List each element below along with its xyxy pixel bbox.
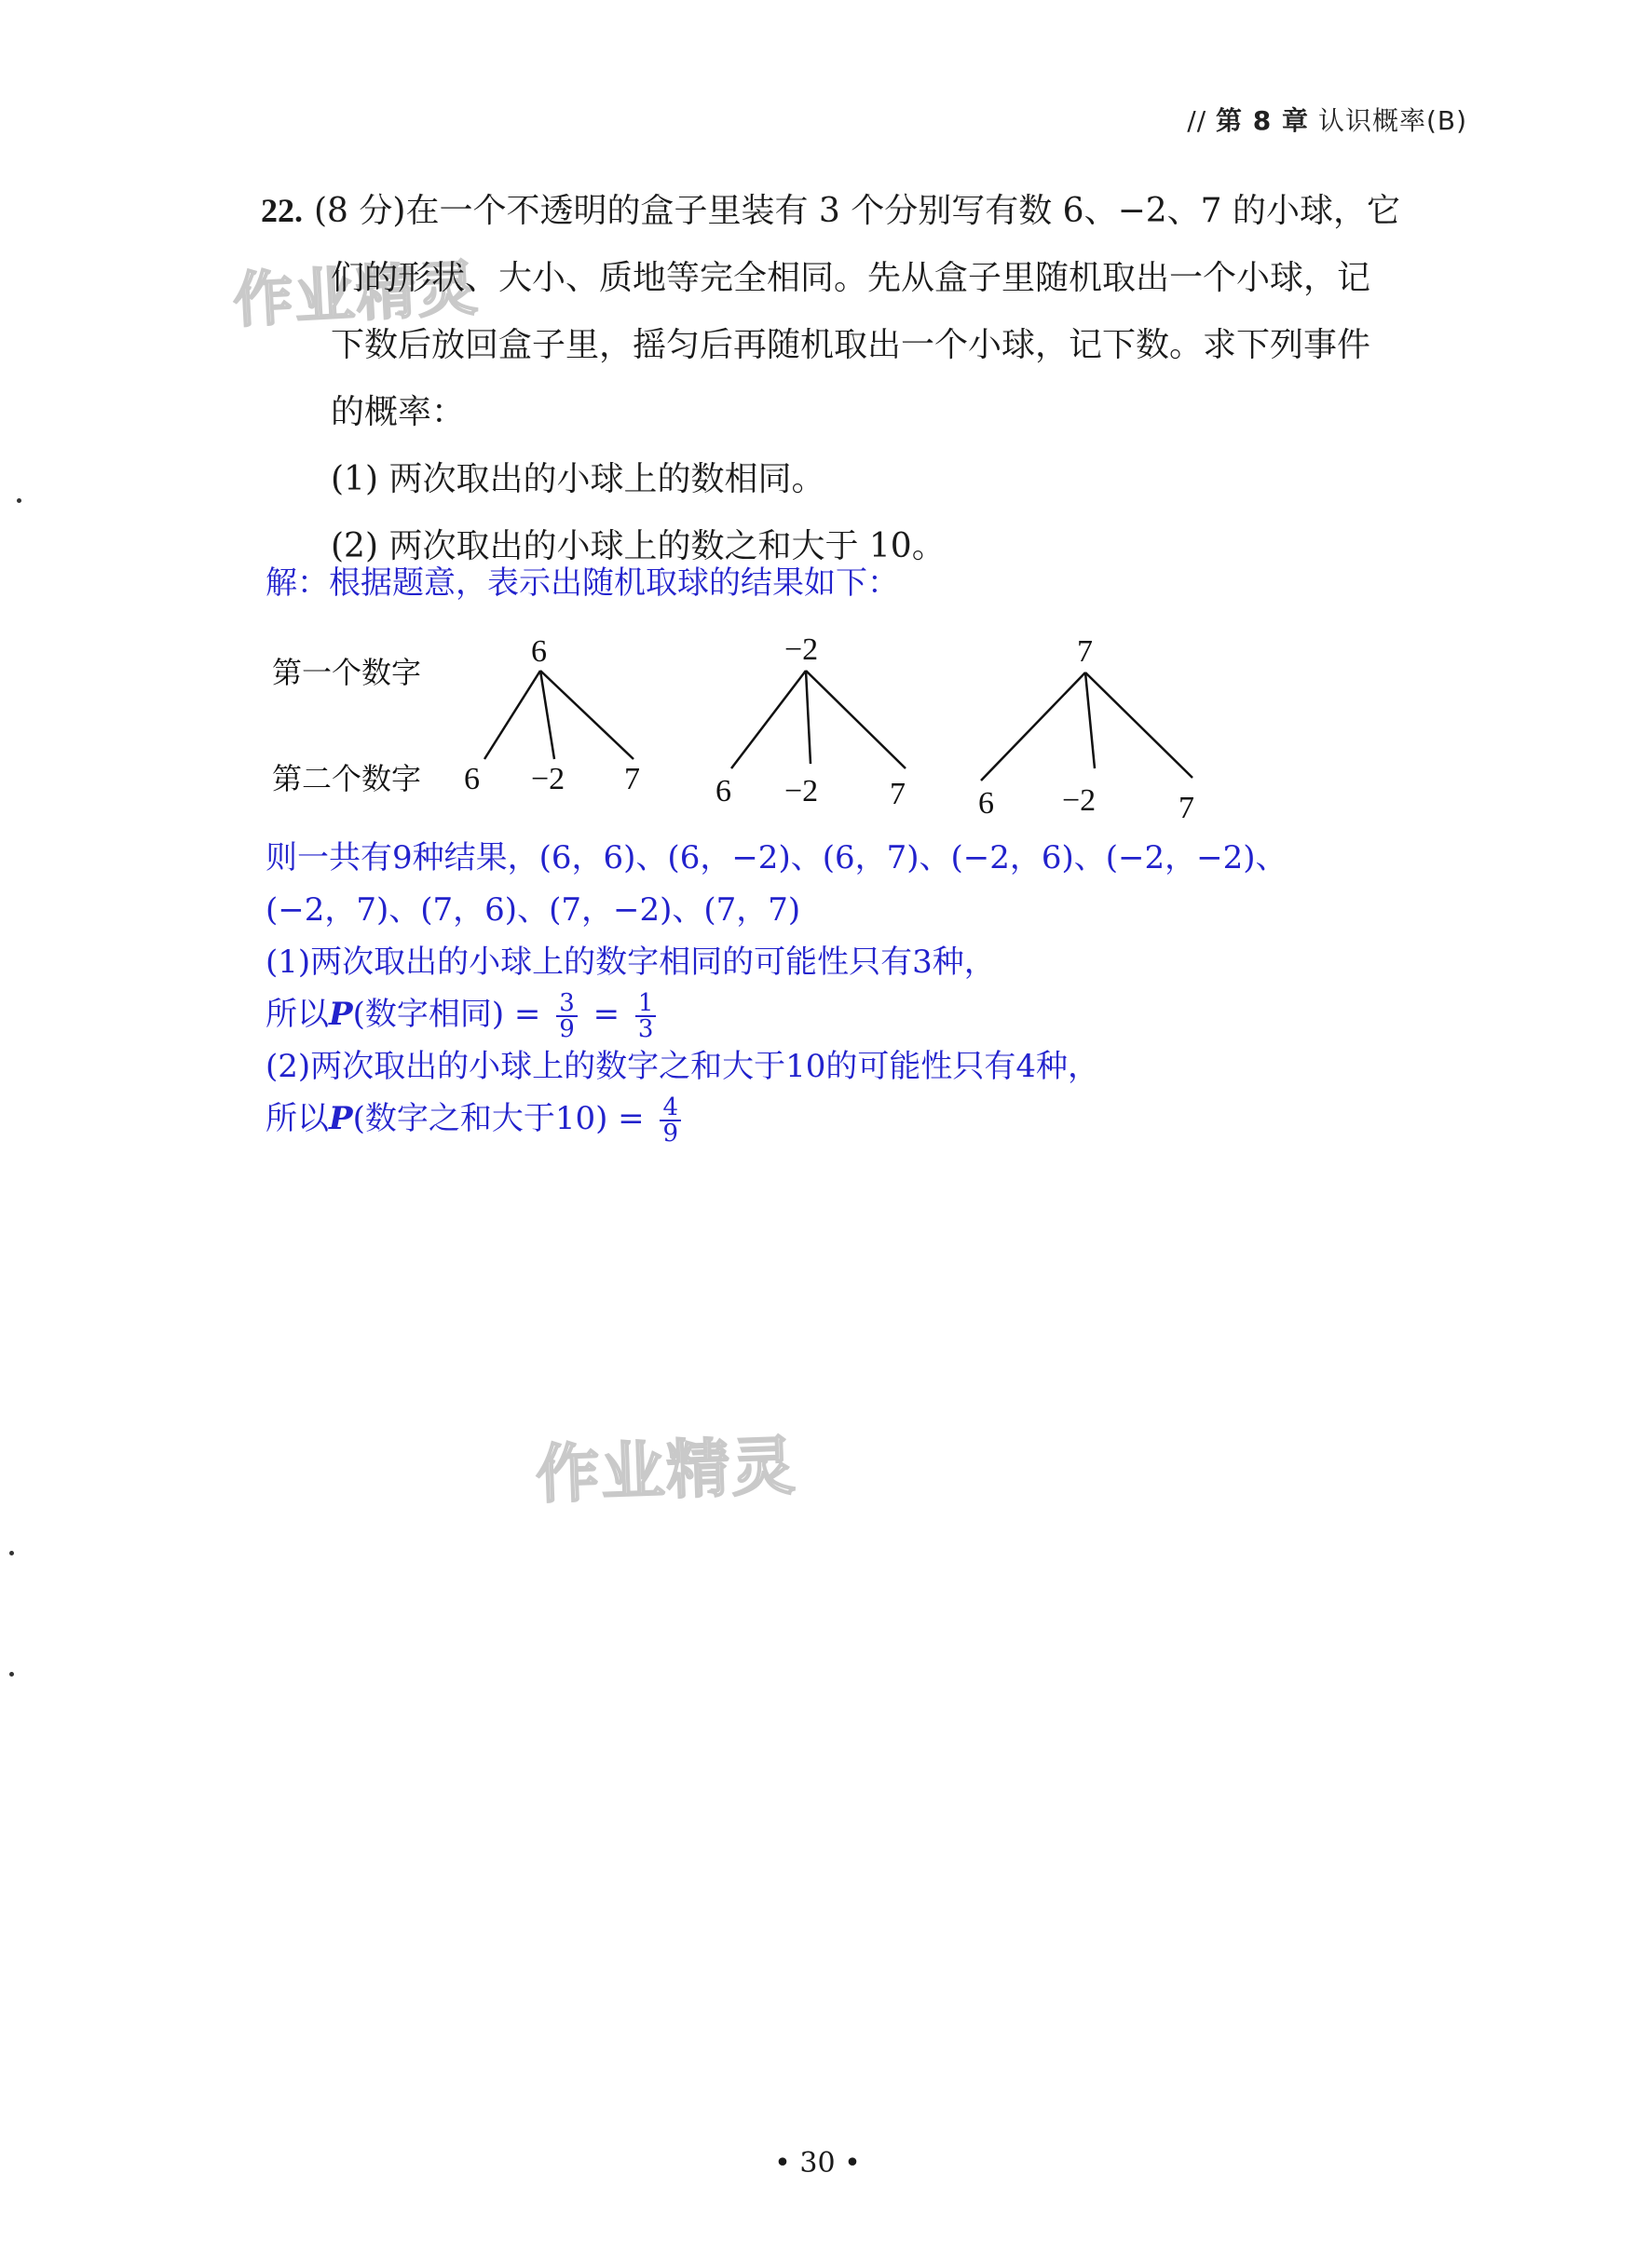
problem-line-4: 的概率：	[331, 393, 466, 431]
tree1-branch-3	[540, 671, 634, 759]
fraction-1-3: $\frac{1}{3}$	[635, 991, 657, 1041]
header-chapter: 第 8 章	[1216, 105, 1310, 136]
tree1-leaf-1: 6	[464, 762, 480, 796]
page-header	[1187, 101, 1467, 138]
answer-line-3: (1)两次取出的小球上的数字相同的可能性只有3种，	[266, 944, 996, 981]
tree2-branch-2	[806, 671, 811, 764]
fraction-4-9: $\frac{4}{9}$	[660, 1095, 681, 1146]
problem-number: 22.	[261, 192, 303, 229]
answer-line-4: 所以P(数字相同) = $\frac{3}{9}$ = $\frac{1}{3}$	[266, 988, 1288, 1040]
tree1-leaf-2: −2	[531, 762, 565, 796]
tree2-root: −2	[784, 632, 819, 667]
problem-block	[261, 177, 1472, 580]
probability-symbol: P	[329, 996, 353, 1033]
answer-line-6: 所以P(数字之和大于10) = $\frac{4}{9}$	[266, 1093, 1288, 1145]
header-mark: //	[1187, 105, 1207, 136]
tree-diagram	[261, 615, 1211, 843]
scan-speck	[17, 498, 21, 503]
watermark-top: 作业精灵	[231, 254, 482, 336]
tree-label-first: 第一个数字	[272, 655, 422, 690]
tree2-leaf-2: −2	[784, 774, 819, 808]
problem-subquestion-2: (2) 两次取出的小球上的数之和大于 10。	[331, 527, 946, 565]
problem-subquestion-1: (1) 两次取出的小球上的数相同。	[331, 460, 825, 498]
watermark-middle: 作业精灵	[534, 1430, 798, 1513]
tree3-root: 7	[1077, 634, 1093, 669]
scan-speck	[9, 1672, 14, 1677]
tree3-leaf-2: −2	[1062, 783, 1097, 818]
tree1-branch-2	[540, 671, 554, 759]
tree1-root: 6	[531, 634, 547, 669]
answer-line-2: (−2，7)、(7，6)、(7，−2)、(7，7)	[266, 891, 801, 929]
problem-line-3: 下数后放回盒子里，摇匀后再随机取出一个小球，记下数。求下列事件	[331, 326, 1371, 364]
answer-line-5: (2)两次取出的小球上的数字之和大于10的可能性只有4种，	[266, 1048, 1100, 1085]
tree3-branch-1	[981, 672, 1085, 781]
header-title: 认识概率(B)	[1317, 105, 1467, 136]
problem-line-1: 22. (8 分)在一个不透明的盒子里装有 3 个分别写有数 6、−2、7 的小球，它	[261, 192, 1400, 230]
tree3-leaf-1: 6	[978, 786, 994, 821]
solution-answer	[266, 832, 1288, 1148]
solution-intro: 解：根据题意，表示出随机取球的结果如下：	[266, 564, 899, 602]
page-number: • 30 •	[774, 2147, 861, 2180]
tree2-leaf-3: 7	[890, 777, 906, 811]
tree2-branch-3	[806, 671, 906, 768]
tree3-branch-2	[1085, 672, 1095, 768]
probability-symbol-2: P	[329, 1100, 353, 1137]
fraction-3-9: $\frac{3}{9}$	[556, 991, 578, 1041]
tree1-leaf-3: 7	[624, 762, 640, 796]
tree3-leaf-3: 7	[1179, 791, 1194, 825]
problem-line-2: 们的形状、大小、质地等完全相同。先从盒子里随机取出一个小球，记	[331, 259, 1371, 297]
tree2-leaf-1: 6	[715, 774, 731, 808]
scan-speck	[9, 1551, 14, 1555]
tree-label-second: 第二个数字	[272, 761, 422, 796]
answer-line-1: 则一共有9种结果，(6，6)、(6，−2)、(6，7)、(−2，6)、(−2，−2)、	[266, 839, 1288, 876]
tree1-branch-1	[484, 671, 540, 759]
tree3-branch-3	[1085, 672, 1192, 778]
tree2-branch-1	[731, 671, 806, 768]
